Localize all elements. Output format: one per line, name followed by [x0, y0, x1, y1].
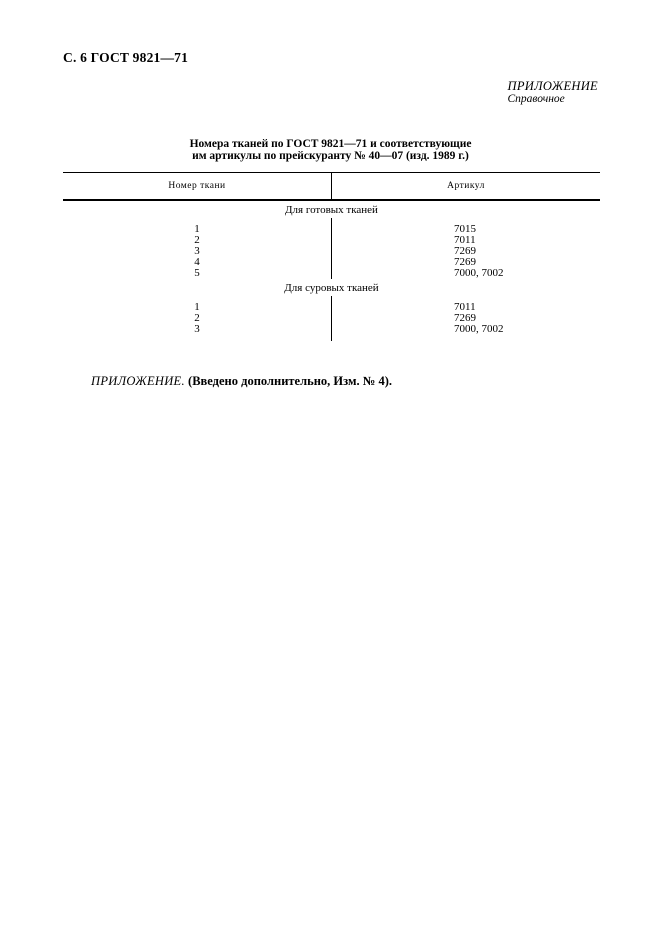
article-column: [332, 218, 600, 279]
number-column: [63, 296, 332, 341]
table-title-line-2: им артикулы по прейскуранту № 40—07 (изд. 1989 г.): [192, 150, 469, 162]
section-title-raw: Для суровых тканей: [284, 282, 379, 294]
fabric-article-table: [63, 172, 600, 341]
column-header-number: Номер ткани: [63, 173, 332, 199]
table-row-number: 2: [194, 312, 200, 324]
table-title-line-1: Номера тканей по ГОСТ 9821—71 и соответствующие: [189, 138, 472, 150]
number-column: [63, 218, 332, 279]
amendment-note: [91, 374, 392, 389]
column-header-article: Артикул: [447, 181, 485, 191]
table-row-number: 3: [194, 245, 200, 257]
page-reference-header: С. 6 ГОСТ 9821—71: [63, 50, 189, 65]
table-row-number: 4: [194, 256, 200, 268]
amendment-note-label: ПРИЛОЖЕНИЕ.: [91, 374, 185, 388]
table-header-rule: [63, 199, 600, 201]
section-rows-finished: [63, 218, 600, 279]
table-row-article: 7269: [454, 312, 476, 324]
table-row-article: 7000, 7002: [454, 323, 504, 335]
table-row-article: 7269: [454, 245, 476, 257]
table-row-number: 5: [194, 267, 200, 279]
table-row-article: 7000, 7002: [454, 267, 504, 279]
section-title-finished: Для готовых тканей: [285, 204, 378, 216]
appendix-title: ПРИЛОЖЕНИЕ: [507, 79, 598, 93]
table-header-row: [63, 173, 600, 199]
table-row-number: 2: [194, 234, 200, 246]
table-row-number: 1: [194, 301, 200, 313]
table-row-number: 1: [194, 223, 200, 235]
table-row-article: 7269: [454, 256, 476, 268]
table-title: [0, 138, 661, 162]
section-rows-raw: [63, 296, 600, 341]
table-row-article: 7011: [454, 301, 476, 313]
article-column: [332, 296, 600, 341]
amendment-note-text: (Введено дополнительно, Изм. № 4).: [188, 374, 392, 388]
table-row-article: 7011: [454, 234, 476, 246]
table-row-number: 3: [194, 323, 200, 335]
appendix-heading: [508, 80, 598, 106]
appendix-subtitle: Справочное: [507, 93, 565, 105]
table-row-article: 7015: [454, 223, 476, 235]
